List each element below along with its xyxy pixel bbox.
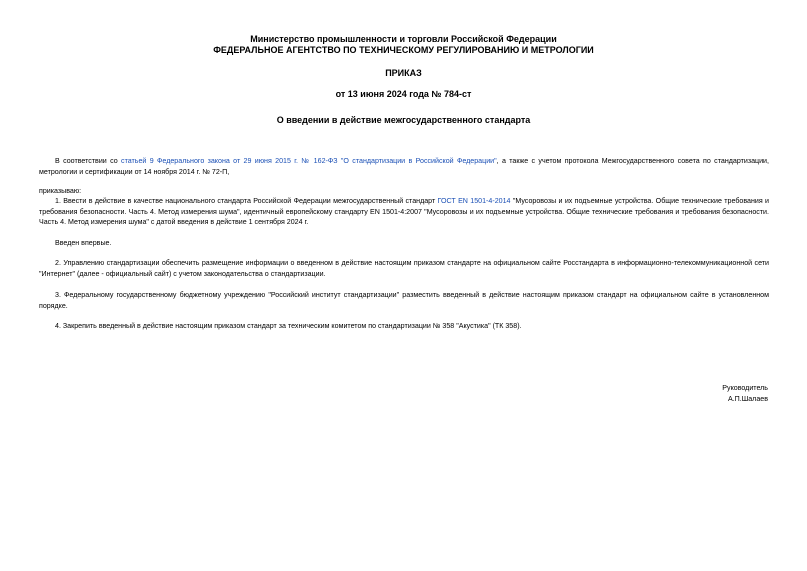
document-type: ПРИКАЗ	[385, 68, 422, 78]
signatory-position: Руководитель	[722, 384, 768, 392]
ministry-title: Министерство промышленности и торговли Российской Федерации	[250, 34, 557, 44]
item-1-suffix: "Мусоровозы и их подъемные устройства. Общие технические требования и требования безопасности. Часть 4. Метод измерения шума", идентичный европейскому стандарту EN 1501-4:2007 "Мусоровозы и их подъемные устройства. Общие технические требования и требования безопасности. Часть 4. Метод измерения шума" с датой введения в действие 1 сентября 2024 г.	[39, 197, 769, 226]
document-date-number: от 13 июня 2024 года № 784-ст	[335, 89, 472, 99]
preamble-paragraph	[39, 156, 769, 177]
preamble-suffix: , а также с учетом протокола Межгосударственного совета по стандартизации, метрологии и сертификации от 14 ноября 2014 г. № 72-П,	[39, 157, 769, 176]
item-4-paragraph: 4. Закрепить введенный в действие настоящим приказом стандарт за техническим комитетом по стандартизации № 358 "Акустика" (ТК 358).	[55, 322, 522, 330]
item-2-paragraph: 2. Управлению стандартизации обеспечить размещение информации о введенном в действие настоящим приказом стандарте на официальном сайте Росстандарта в информационно-телекоммуникационной сети "Интернет" (далее - официальный сайт) с учетом законодательства о стандартизации.	[39, 259, 769, 278]
item-1-paragraph	[39, 196, 769, 228]
agency-title: ФЕДЕРАЛЬНОЕ АГЕНТСТВО ПО ТЕХНИЧЕСКОМУ РЕГУЛИРОВАНИЮ И МЕТРОЛОГИИ	[213, 45, 594, 55]
signatory-name: А.П.Шалаев	[727, 395, 768, 403]
preamble-prefix: В соответствии со	[55, 157, 122, 165]
first-time-note: Введен впервые.	[55, 239, 112, 247]
document-subject: О введении в действие межгосударственного стандарта	[276, 115, 531, 125]
item-3-paragraph: 3. Федеральному государственному бюджетному учреждению "Российский институт стандартизации" разместить введенный в действие настоящим приказом стандарт на официальном сайте в установленном порядке.	[39, 291, 769, 310]
federal-law-link[interactable]: статьей 9 Федерального закона от 29 июня 2015 г. № 162-ФЗ "О стандартизации в Российской Федерации"	[121, 157, 497, 165]
item-1-prefix: 1. Ввести в действие в качестве национального стандарта Российской Федерации межгосударственный стандарт	[55, 197, 438, 205]
gost-standard-link[interactable]: ГОСТ EN 1501-4-2014	[437, 197, 511, 205]
order-word: приказываю:	[39, 187, 82, 195]
